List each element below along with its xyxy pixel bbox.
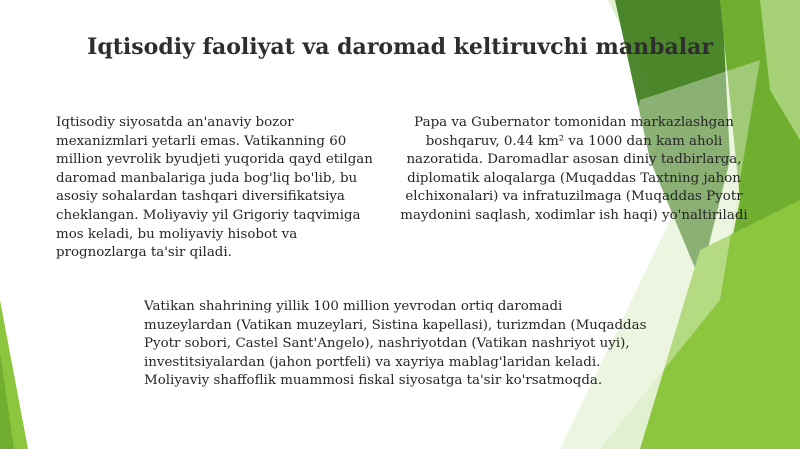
slide-title: Iqtisodiy faoliyat va daromad keltiruvchi manbalar — [87, 34, 713, 60]
bottom-paragraph: Vatikan shahrining yillik 100 million yevrodan ortiq daromadi muzeylardan (Vatikan muzeylari, Sistina kapellasi), turizmdan (Muqaddas Pyotr sobori, Castel Sant'Angelo), nashriyotdan (Vatikan nashriyot uyi), investitsiyalardan (jahon portfeli) va xayriya mablag'laridan keladi. Moliyaviy shaffoflik muammosi fiskal siyosatga ta'sir ko'rsatmoqda. — [144, 299, 647, 389]
right-paragraph: Papa va Gubernator tomonidan markazlashgan boshqaruv, 0.44 km² va 1000 dan kam aholi nazoratida. Daromadlar asosan diniy tadbirlarga, diplomatik aloqalarga (Muqaddas Taxtning jahon elchixonalari) va infratuzilmaga (Muqaddas Pyotr maydonini saqlash, xodimlar ish haqi) yo'naltiriladi — [400, 115, 748, 223]
left-paragraph: Iqtisodiy siyosatda an'anaviy bozor mexanizmlari yetarli emas. Vatikanning 60 million yevrolik byudjeti yuqorida qayd etilgan daromad manbalariga juda bog'liq bo'lib, bu asosiy sohalardan tashqari diversifikatsiya cheklangan. Moliyaviy yil Grigoriy taqvimiga mos keladi, bu moliyaviy hisobot va prognozlarga ta'sir qiladi. — [56, 115, 373, 261]
